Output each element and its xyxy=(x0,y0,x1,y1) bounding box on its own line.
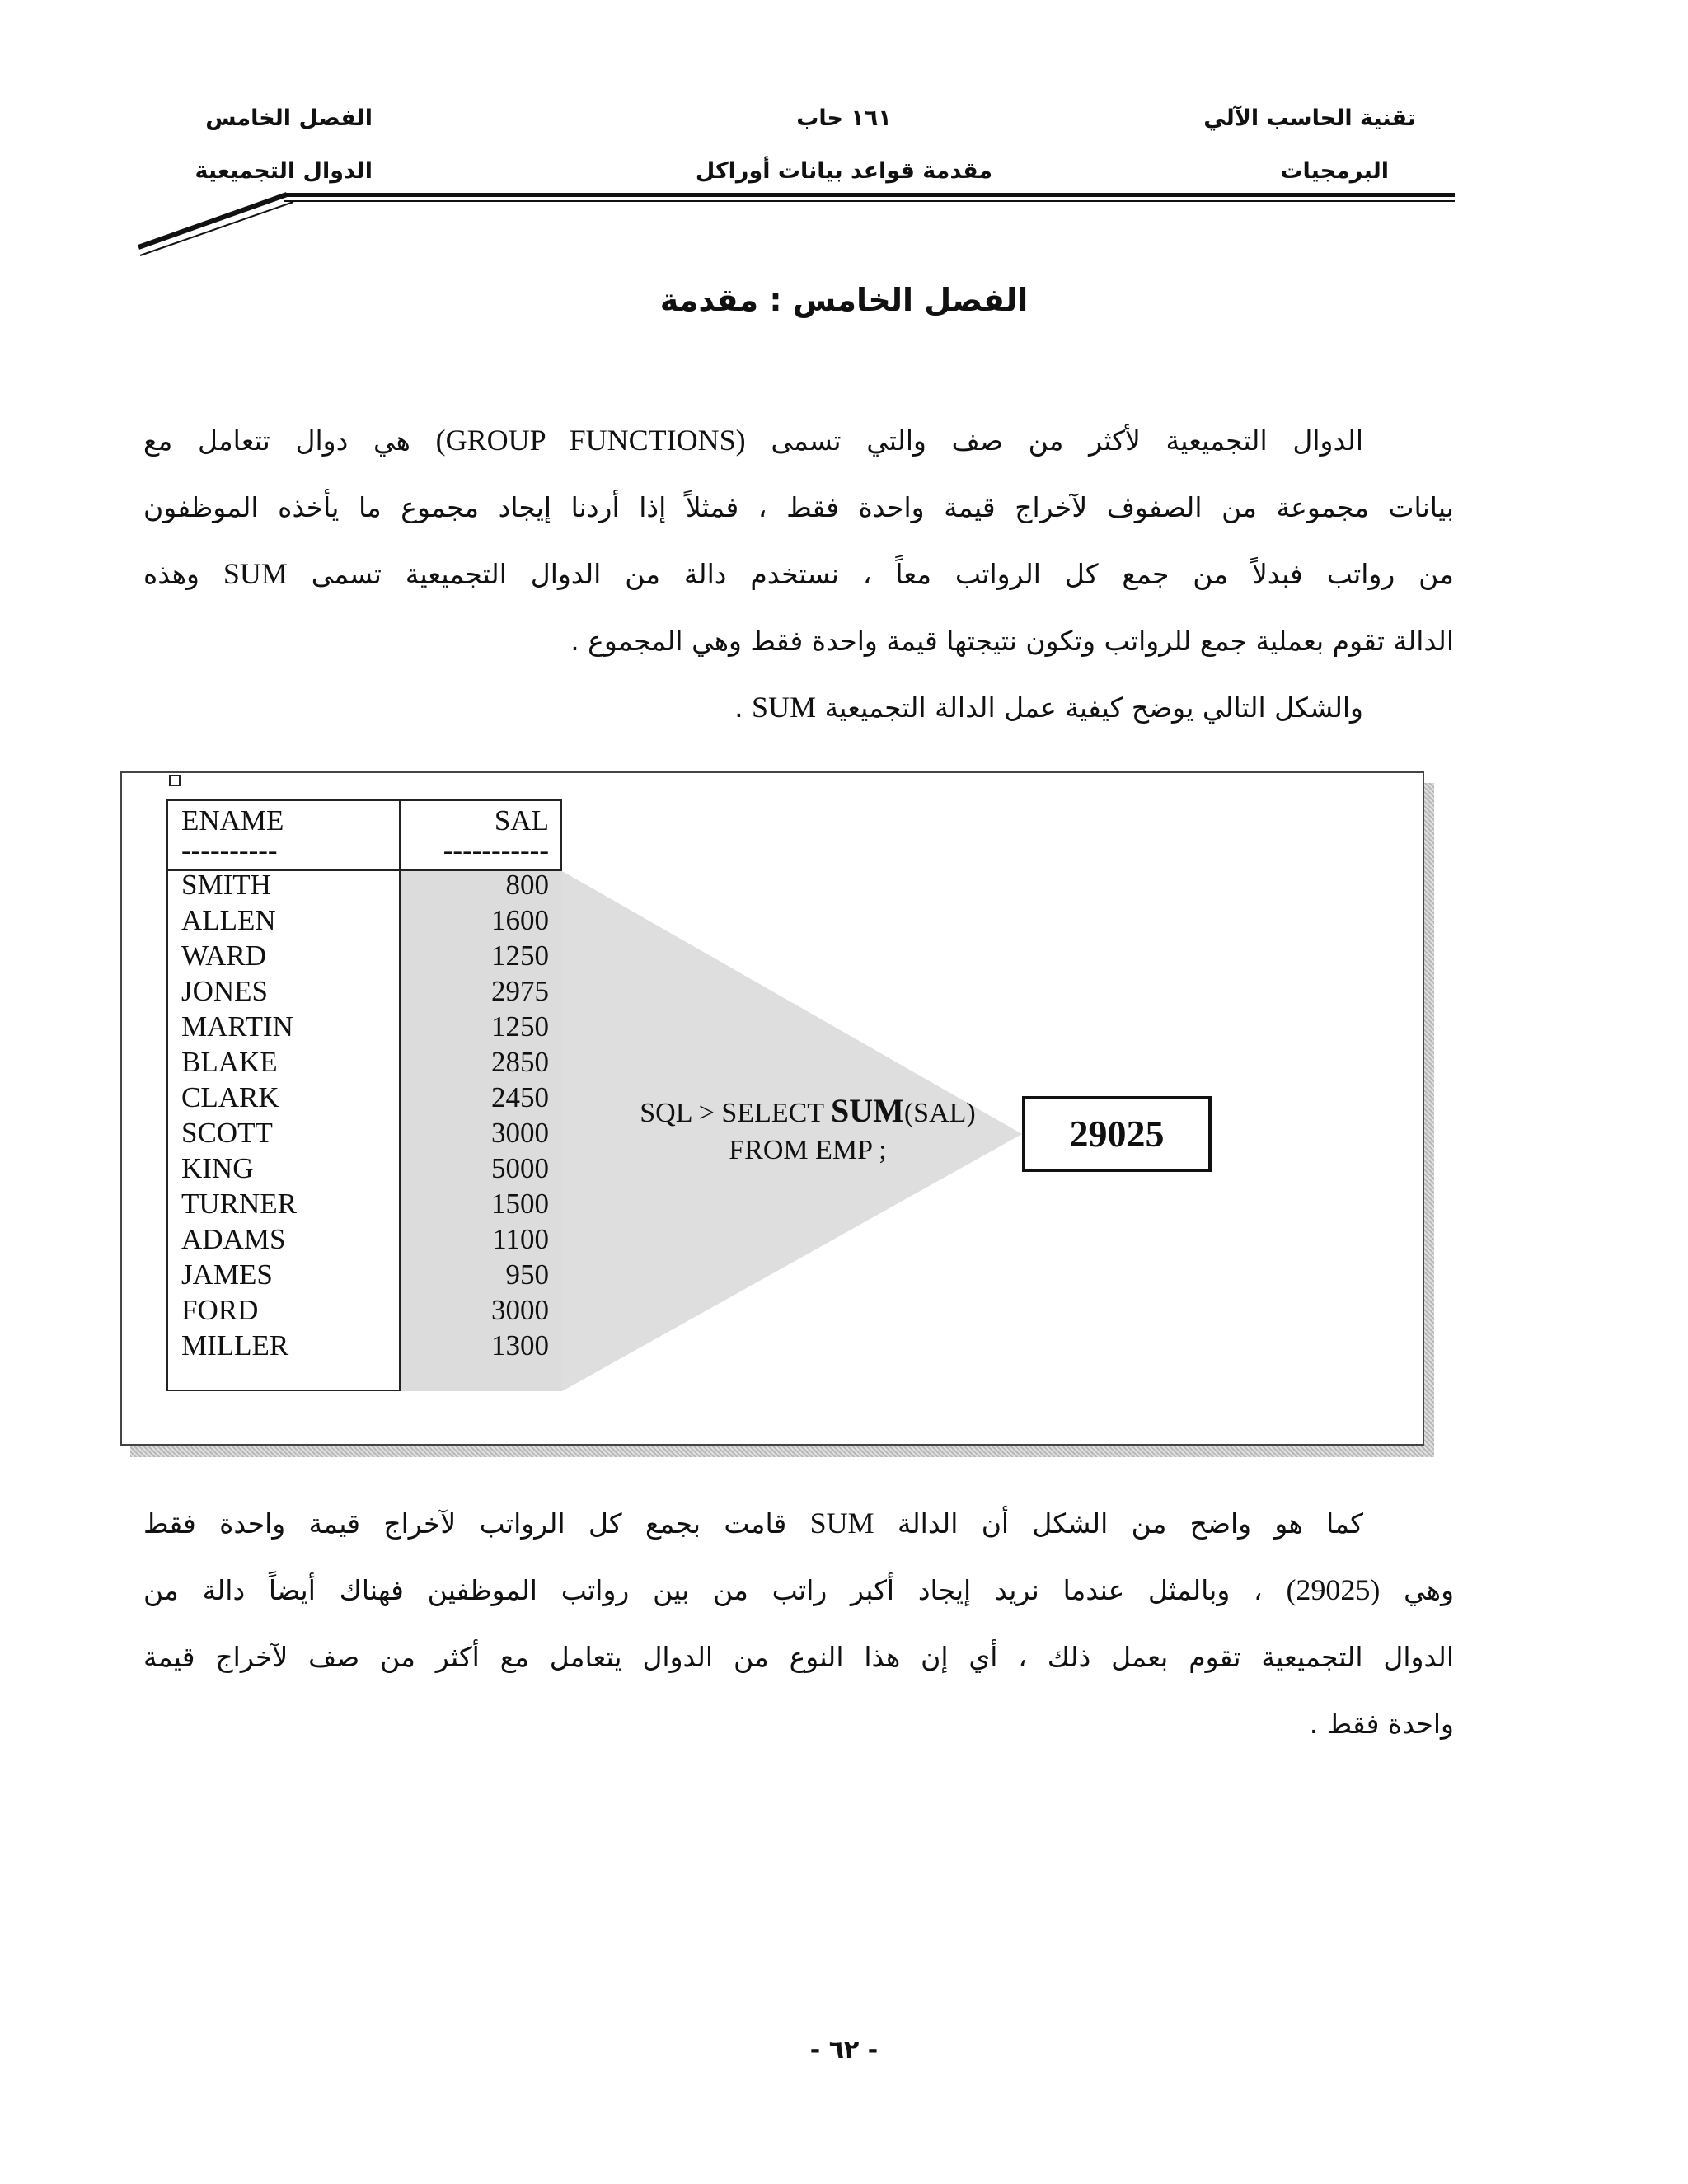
row-ename: TURNER xyxy=(181,1188,297,1220)
row-ename: WARD xyxy=(181,940,267,972)
header-course-name: مقدمة قواعد بيانات أوراكل xyxy=(695,158,993,184)
row-sal: 1300 xyxy=(491,1329,549,1361)
row-ename: SCOTT xyxy=(181,1117,273,1149)
intro-line-1: الدوال التجميعية لأكثر من صف والتي تسمى (GROUP FUNCTIONS) هي دوال تتعامل مع xyxy=(143,424,1364,457)
sql-line-2: FROM EMP ; xyxy=(729,1135,887,1165)
row-ename: CLARK xyxy=(181,1081,279,1113)
row-ename: JONES xyxy=(181,975,269,1007)
dash-ename: ---------- xyxy=(181,834,278,866)
row-sal: 5000 xyxy=(491,1152,549,1184)
row-sal: 1250 xyxy=(491,1010,549,1043)
row-ename: JAMES xyxy=(181,1258,273,1291)
row-sal: 800 xyxy=(505,869,549,901)
header-department: تقنية الحاسب الآلي xyxy=(1203,105,1416,131)
conclusion-line-3: الدوال التجميعية تقوم بعمل ذلك ، أي إن هذا النوع من الدوال يتعامل مع أكثر من صف لآخراج قيمة xyxy=(143,1641,1454,1673)
row-ename: ALLEN xyxy=(181,904,276,936)
intro-line-5: والشكل التالي يوضح كيفية عمل الدالة التجميعية SUM . xyxy=(734,691,1363,724)
intro-line-3: من رواتب فبدلاً من جمع كل الرواتب معاً ، نستخدم دالة من الدوال التجميعية تسمى SUM وهذه xyxy=(143,557,1454,590)
row-sal: 2450 xyxy=(491,1081,549,1113)
conclusion-line-1: كما هو واضح من الشكل أن الدالة SUM قامت بجمع كل الرواتب لآخراج قيمة واحدة فقط xyxy=(143,1507,1363,1540)
column-header-sal: SAL xyxy=(494,804,549,837)
row-ename: MILLER xyxy=(181,1329,289,1361)
header-major: البرمجيات xyxy=(1280,158,1389,184)
row-sal: 3000 xyxy=(491,1294,549,1326)
row-sal: 1250 xyxy=(491,940,549,972)
row-sal: 3000 xyxy=(491,1117,549,1149)
row-ename: ADAMS xyxy=(181,1223,286,1255)
page-number: - ٦٢ - xyxy=(809,2036,879,2064)
conclusion-paragraph xyxy=(143,1490,1454,1757)
row-sal: 1600 xyxy=(491,904,549,936)
row-ename: KING xyxy=(181,1152,254,1184)
row-sal: 2975 xyxy=(491,975,549,1007)
intro-line-4: الدالة تقوم بعملية جمع للرواتب وتكون نتيجتها قيمة واحدة فقط وهي المجموع . xyxy=(570,625,1454,657)
conclusion-line-4: واحدة فقط . xyxy=(1309,1708,1454,1740)
conclusion-line-2: وهي (29025) ، وبالمثل عندما نريد إيجاد أكبر راتب من بين رواتب الموظفين فهناك أيضاً دالة من xyxy=(143,1573,1455,1606)
row-ename: FORD xyxy=(181,1294,259,1326)
row-ename: BLAKE xyxy=(181,1046,278,1078)
row-ename: MARTIN xyxy=(181,1010,293,1043)
row-sal: 2850 xyxy=(491,1046,549,1078)
column-header-ename: ENAME xyxy=(181,804,284,837)
row-sal: 1100 xyxy=(492,1223,549,1255)
sum-result: 29025 xyxy=(1022,1096,1212,1172)
header-chapter-topic: الدوال التجميعية xyxy=(195,158,373,184)
intro-line-2: بيانات مجموعة من الصفوف لآخراج قيمة واحدة فقط ، فمثلاً إذا أردنا إيجاد مجموع ما يأخذه الموظفون xyxy=(143,491,1454,523)
table-column-divider xyxy=(399,799,401,1391)
header-course-code: ١٦١ حاب xyxy=(796,105,892,131)
row-sal: 950 xyxy=(505,1258,549,1291)
page-title: الفصل الخامس : مقدمة xyxy=(659,282,1029,318)
row-ename: SMITH xyxy=(181,869,271,901)
sql-line-1: SQL > SELECT SUM(SAL) xyxy=(640,1092,976,1129)
header-chapter: الفصل الخامس xyxy=(205,105,373,131)
dash-sal: ----------- xyxy=(443,834,549,866)
sql-query xyxy=(577,1092,1039,1169)
row-sal: 1500 xyxy=(491,1188,549,1220)
